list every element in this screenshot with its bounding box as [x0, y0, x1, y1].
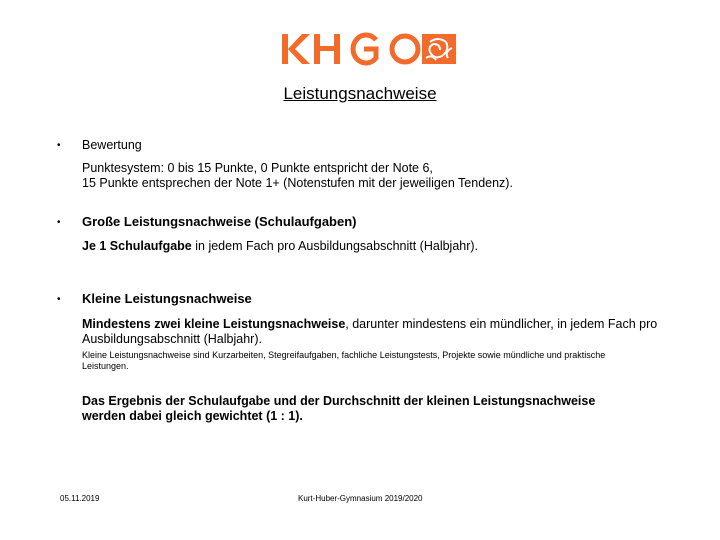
- section-heading: Große Leistungsnachweise (Schulaufgaben): [82, 214, 357, 229]
- section-text-line: 15 Punkte entsprechen der Note 1+ (Notenstufen mit der jeweiligen Tendenz).: [82, 176, 513, 190]
- section-text-bold: Je 1 Schulaufgabe: [82, 239, 192, 253]
- section-text-line: Punktesystem: 0 bis 15 Punkte, 0 Punkte entspricht der Note 6,: [82, 161, 433, 175]
- section-text-bold: Mindestens zwei kleine Leistungsnachweise: [82, 317, 346, 331]
- section-text: [82, 239, 660, 254]
- school-logo: [280, 28, 460, 70]
- section-text-rest: in jedem Fach pro Ausbildungsabschnitt (Halbjahr).: [191, 239, 479, 253]
- section-schulaufgaben: [82, 214, 660, 254]
- section-heading: Kleine Leistungsnachweise: [82, 291, 252, 306]
- footer-school: Kurt-Huber-Gymnasium 2019/2020: [298, 494, 423, 503]
- bullet-marker: •: [57, 294, 61, 305]
- section-heading: Bewertung: [82, 138, 142, 152]
- section-small-note: Kleine Leistungsnachweise sind Kurzarbeiten, Stegreifaufgaben, fachliche Leistungstests, Projekte sowie mündliche und praktische Leistungen.: [82, 350, 606, 371]
- section-kleine-leistungsnachweise: [82, 291, 660, 424]
- section-bewertung: [82, 138, 660, 191]
- section-text: [82, 317, 660, 347]
- page-title: [0, 84, 720, 104]
- page-title-text: Leistungsnachweise: [283, 84, 437, 103]
- bullet-marker: •: [57, 140, 61, 151]
- footer-date: 05.11.2019: [60, 494, 100, 503]
- section-conclusion: Das Ergebnis der Schulaufgabe und der Durchschnitt der kleinen Leistungsnachweise werden dabei gleich gewichtet (1 : 1).: [82, 394, 596, 423]
- section-text-rest: , darunter mindestens ein mündlicher, in jedem Fach pro Ausbildungsabschnitt (Halbjahr).: [82, 317, 658, 346]
- bullet-marker: •: [57, 217, 61, 228]
